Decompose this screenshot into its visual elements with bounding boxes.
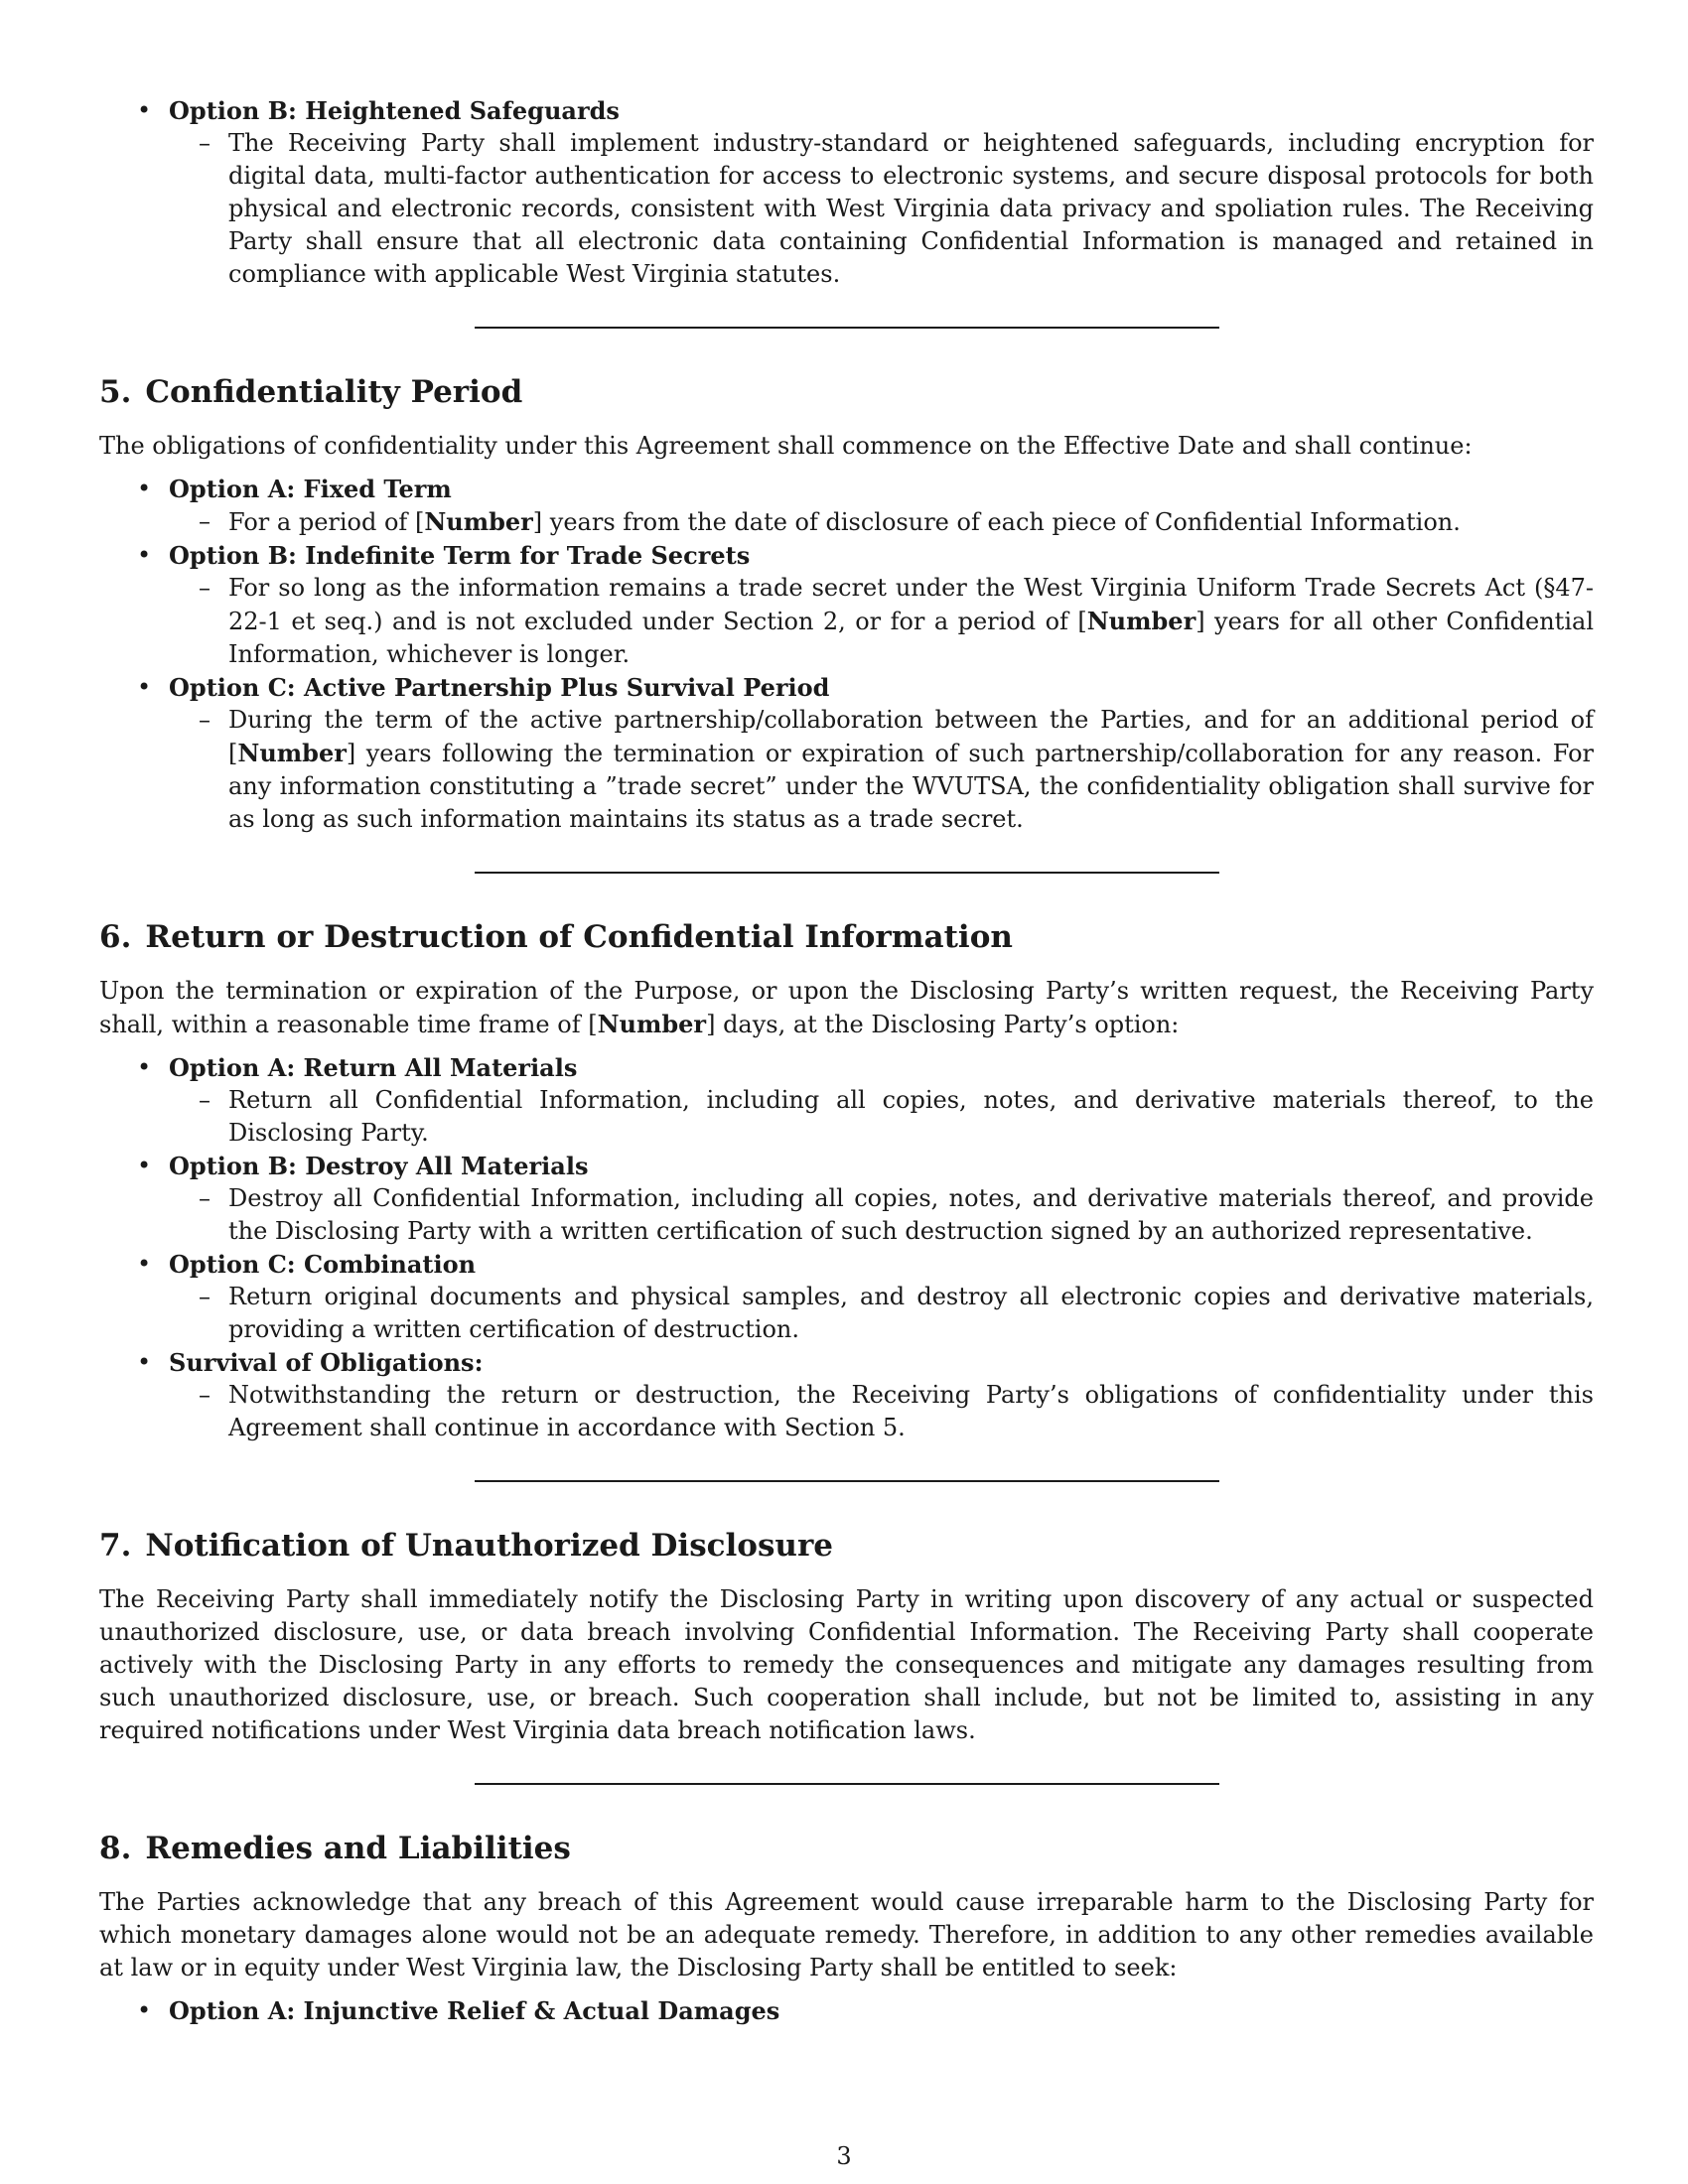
bullet-icon: • (137, 541, 152, 569)
document-page (99, 94, 1594, 2027)
section-intro: The obligations of confidentiality under this Agreement shall commence on the Effective Date and shall continue: (99, 432, 1473, 460)
option-title: Option A: Injunctive Relief & Actual Damages (169, 1996, 780, 2025)
option-text: – The Receiving Party shall implement industry-standard or heightened safeguards, including encryption for digital data, multi-factor authentication for access to electronic systems, and secure disposal protocols for both physical and electronic records, consistent with West Virginia data privacy and spoliation rules. The Receiving Party shall ensure that all electronic data containing Confidential Information is managed and retained in compliance with applicable West Virginia statutes. (199, 129, 1594, 288)
option-text: – Return original documents and physical samples, and destroy all electronic copies and derivative materials, providing a written certification of destruction. (199, 1283, 1594, 1343)
dash-icon: – (199, 1184, 211, 1212)
option-list (99, 473, 1594, 836)
option-item (99, 94, 1594, 291)
section-body: The Parties acknowledge that any breach of this Agreement would cause irreparable harm to the Disclosing Party for which monetary damages alone would not be an adequate remedy. Therefore, in addition to any other remedies available at law or in equity under West Virginia law, the Disclosing Party shall be entitled to seek: (99, 1888, 1594, 1981)
bullet-icon: • (137, 1053, 152, 1081)
option-title: Option A: Return All Materials (169, 1053, 578, 1082)
option-item (99, 1150, 1594, 1248)
option-text: – For a period of [Number] years from the date of disclosure of each piece of Confidential Information. (199, 507, 1461, 536)
section-divider (475, 1783, 1219, 1785)
option-item (99, 1346, 1594, 1444)
option-title: Option C: Combination (169, 1250, 477, 1279)
option-item (99, 539, 1594, 671)
dash-icon: – (199, 1086, 211, 1114)
section-heading: 7. Notification of Unauthorized Disclosure (99, 1528, 834, 1564)
bullet-icon: • (137, 1250, 152, 1278)
bullet-icon: • (137, 96, 152, 124)
dash-icon: – (199, 1283, 211, 1310)
bullet-icon: • (137, 673, 152, 701)
bullet-icon: • (137, 1996, 152, 2024)
dash-icon: – (199, 706, 211, 734)
option-title: Option B: Heightened Safeguards (169, 96, 620, 125)
option-title: Option B: Indefinite Term for Trade Secrets (169, 541, 751, 570)
section-divider (475, 872, 1219, 874)
bullet-icon: • (137, 1152, 152, 1179)
dash-icon: – (199, 1381, 211, 1409)
section-intro: Upon the termination or expiration of the Purpose, or upon the Disclosing Party’s written request, the Receiving Party shall, within a reasonable time frame of [Number] days, at the Disclosing Party’s option: (99, 977, 1594, 1038)
option-title: Option B: Destroy All Materials (169, 1152, 589, 1180)
bullet-icon: • (137, 1348, 152, 1376)
option-text: – For so long as the information remains a trade secret under the West Virginia Uniform Trade Secrets Act (§47-22-1 et seq.) and is not excluded under Section 2, or for a period of [Number] years for all other Confidential Information, whichever is longer. (199, 574, 1594, 668)
option-text: – Notwithstanding the return or destruction, the Receiving Party’s obligations of confidentiality under this Agreement shall continue in accordance with Section 5. (199, 1381, 1594, 1441)
section-divider (475, 327, 1219, 329)
option-item (99, 1051, 1594, 1150)
section-heading: 5. Confidentiality Period (99, 374, 523, 410)
section-divider (475, 1480, 1219, 1482)
option-item (99, 1994, 1594, 2027)
dash-icon: – (199, 507, 211, 535)
dash-icon: – (199, 129, 211, 157)
option-title: Option C: Active Partnership Plus Survival Period (169, 673, 830, 702)
section-heading: 8. Remedies and Liabilities (99, 1831, 571, 1866)
dash-icon: – (199, 574, 211, 602)
section-heading: 6. Return or Destruction of Confidential Information (99, 919, 1013, 955)
page-number: 3 (836, 2142, 852, 2170)
option-text: – During the term of the active partnership/collaboration between the Parties, and for an additional period of [Number] years following the termination or expiration of such partnership/collaboration for any reason. For any information constituting a ”trade secret” under the WVUTSA, the confidentiality obligation shall survive for as long as such information maintains its status as a trade secret. (199, 706, 1594, 833)
bullet-icon: • (137, 475, 152, 502)
option-title: Option A: Fixed Term (169, 475, 452, 503)
top-option-list (99, 94, 1594, 291)
option-list (99, 1051, 1594, 1444)
option-title: Survival of Obligations: (169, 1348, 484, 1377)
option-item (99, 473, 1594, 539)
option-item (99, 1248, 1594, 1346)
option-text: – Destroy all Confidential Information, including all copies, notes, and derivative materials thereof, and provide the Disclosing Party with a written certification of such destruction signed by an authorized representative. (199, 1184, 1594, 1245)
section-body: The Receiving Party shall immediately notify the Disclosing Party in writing upon discovery of any actual or suspected unauthorized disclosure, use, or data breach involving Confidential Information. The Receiving Party shall cooperate actively with the Disclosing Party in any efforts to remedy the consequences and mitigate any damages resulting from such unauthorized disclosure, use, or breach. Such cooperation shall include, but not be limited to, assisting in any required notifications under West Virginia data breach notification laws. (99, 1585, 1594, 1744)
option-text: – Return all Confidential Information, including all copies, notes, and derivative materials thereof, to the Disclosing Party. (199, 1086, 1594, 1147)
option-list (99, 1994, 1594, 2027)
option-item (99, 671, 1594, 836)
